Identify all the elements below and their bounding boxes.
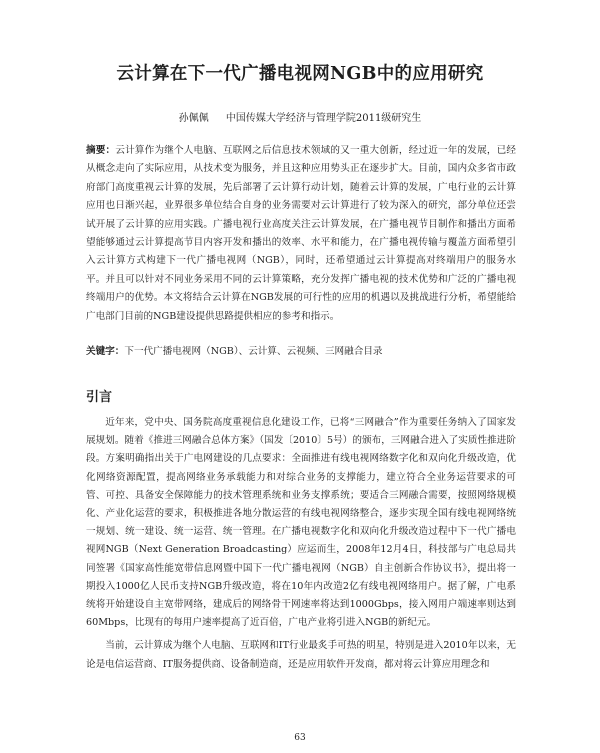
- abstract: [86, 142, 516, 326]
- keywords: [86, 343, 516, 361]
- keywords-label: 关键字：: [86, 346, 125, 357]
- page-number: 63: [294, 733, 306, 743]
- section-heading-intro: 引言: [86, 390, 113, 405]
- intro-body: [86, 414, 516, 679]
- body-paragraph: 当前，云计算成为继个人电脑、互联网和IT行业最炙手可热的明星，特别是进入2010年以来，无论是电信运营商、IT服务提供商、设备制造商，还是应用软件开发商，都对将云计算应用理念和: [86, 640, 516, 670]
- author-affiliation: 中国传媒大学经济与管理学院2011级研究生: [225, 113, 422, 124]
- keywords-text: 下一代广播电视网（NGB）、云计算、云视频、三网融合目录: [124, 346, 383, 357]
- paper-title: 云计算在下一代广播电视网NGB中的应用研究: [116, 64, 484, 84]
- abstract-label: 摘要：: [86, 145, 116, 156]
- author-name: 孙佩佩: [178, 113, 209, 124]
- abstract-text: 云计算作为继个人电脑、互联网之后信息技术领域的又一重大创新，经过近一年的发展，已经从概念走向了实际应用，从技术变为服务，并且这种应用势头正在逐步扩大。目前，国内众多省市政府部门高度重视云计算的发展，先后部署了云计算行动计划，随着云计算的发展，广电行业的云计算应用也日渐兴起，业界很多单位结合自身的业务需要对云计算进行了较为深入的研究，部分单位还尝试开展了云计算的应用实践。广播电视行业高度关注云计算发展，在广播电视节目制作和播出方面希望能够通过云计算提高节目内容开发和播出的效率、水平和能力，在广播电视传输与覆盖方面希望引入云计算方式构建下一代广播电视网（NGB），同时，还希望通过云计算提高对终端用户的服务水平。并且可以针对不同业务采用不同的云计算策略，充分发挥广播电视的技术优势和广泛的广播电视终端用户的优势。本文将结合云计算在NGB发展的可行性的应用的机遇以及挑战进行分析，希望能给广电部门目前的NGB建设提供思路提供相应的参考和指示。: [86, 145, 517, 322]
- body-paragraph: 近年来，党中央、国务院高度重视信息化建设工作，已将“三网融合”作为重要任务纳入了国家发展规划。随着《推进三网融合总体方案》（国发〔2010〕5号）的颁布，三网融合进入了实质性推进阶段。方案明确指出关于广电网建设的几点要求：全面推进有线电视网络数字化和双向化升级改造，优化网络资源配置，提高网络业务承载能力和对综合业务的支撑能力，建立符合全业务运营要求的可管、可控、具备安全保障能力的技术管理系统和业务支撑系统；要适合三网融合需要，按照网络规模化、产业化运营的要求，积极推进各地分散运营的有线电视网络整合，逐步实现全国有线电视网络统一规划、统一建设、统一运营、统一管理。在广播电视数字化和双向化升级改造过程中下一代广播电视网NGB（Next Generation Broadcasting）应运而生，2008年12月4日，科技部与广电总局共同签署《国家高性能宽带信息网暨中国下一代广播电视网（NGB）自主创新合作协议书》，提出将一期投入1000亿人民币支持NGB升级改造，将在10年内改造2亿有线电视网络用户。据了解，广电系统将开始建设自主宽带网络，建成后的网络骨干网速率将达到1000Gbps，接入网用户端速率则达到60Mbps，比现有的每用户速率提高了近百倍，广电产业将引进入NGB的新纪元。: [86, 417, 516, 629]
- author-line: [0, 109, 600, 124]
